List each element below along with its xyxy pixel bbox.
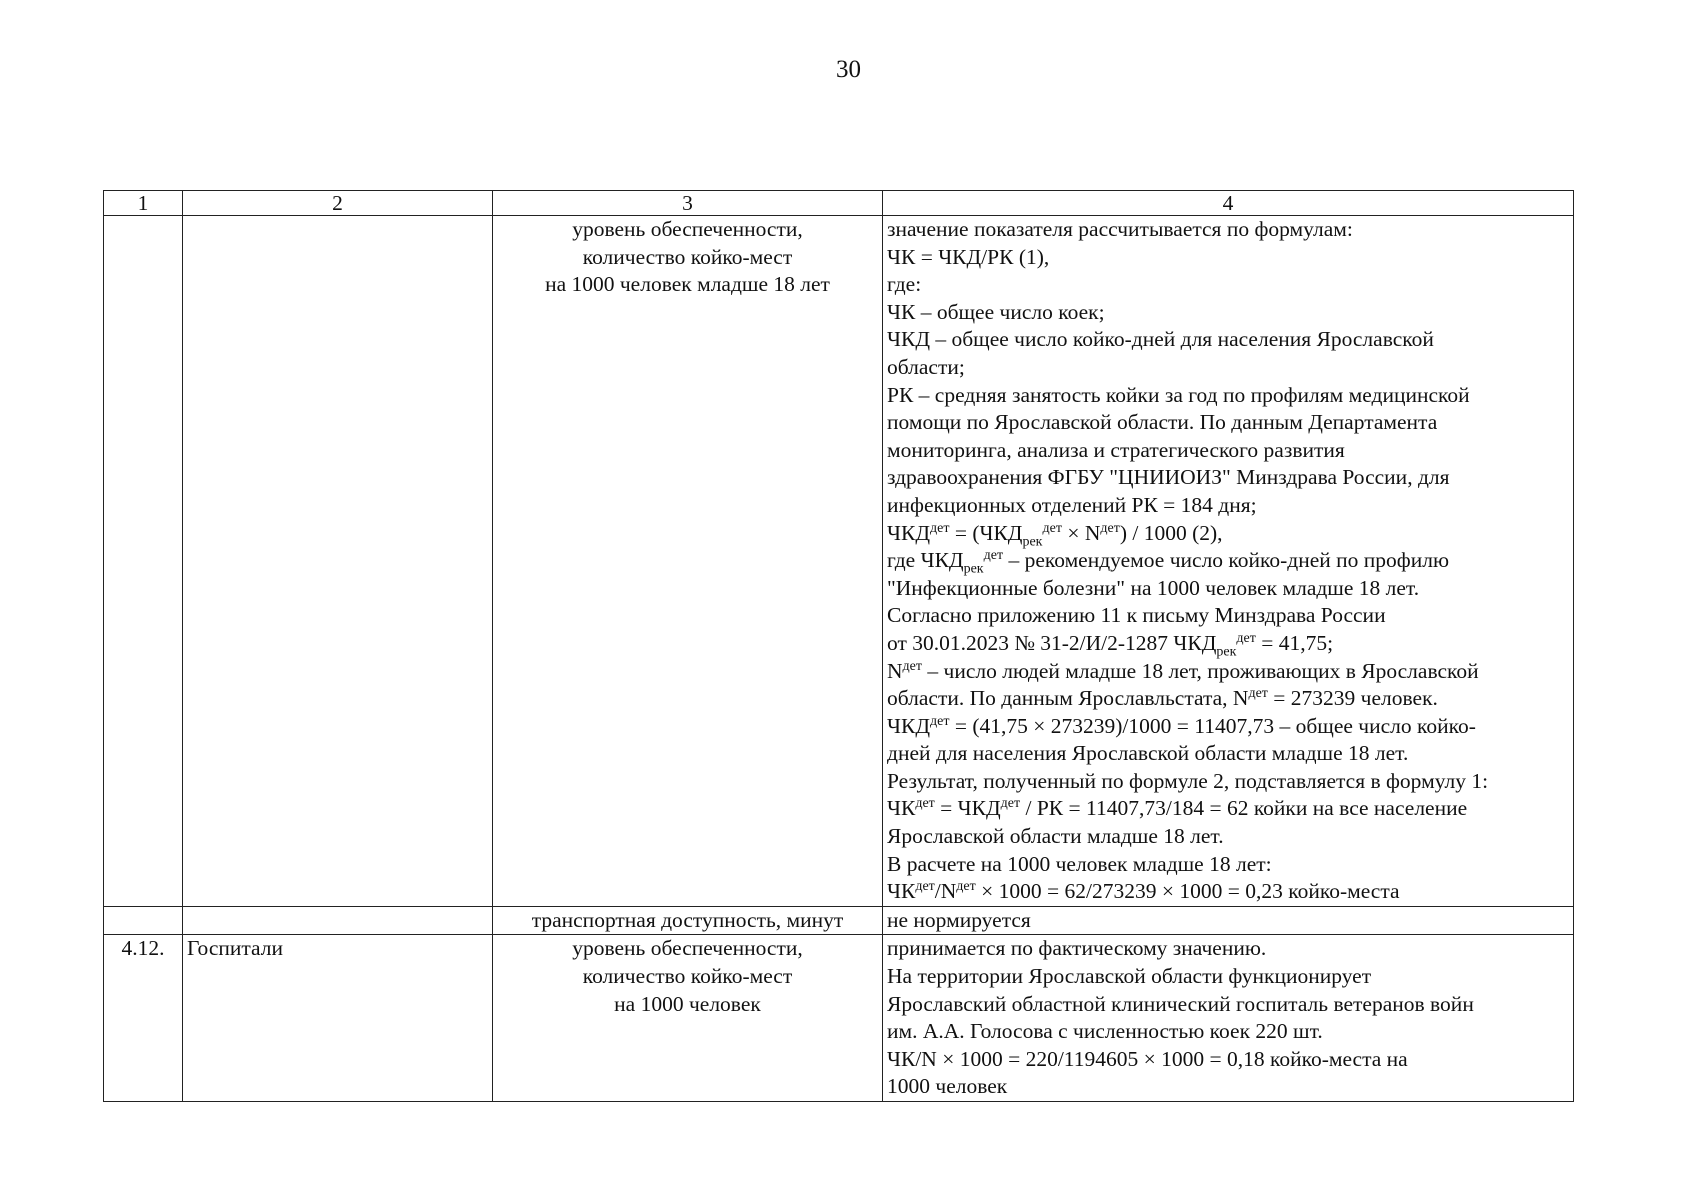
formula-line: ЧКД – общее число койко-дней для населения Ярославской	[887, 327, 1434, 352]
formula-line	[887, 658, 1569, 686]
row3-col3-line: количество койко-мест	[582, 964, 793, 989]
formula-line: здравоохранения ФГБУ "ЦНИИОИЗ" Минздрава России, для	[887, 465, 1450, 490]
formula-line: области;	[887, 354, 965, 379]
superscript: дет	[915, 879, 935, 895]
superscript: дет	[983, 547, 1004, 563]
formula-text: × 1000 = 62/273239 × 1000 = 0,23 койко-места	[975, 879, 1400, 904]
formula-line	[887, 713, 1569, 741]
table-header-row	[104, 191, 1574, 216]
superscript: дет	[915, 796, 935, 812]
row2-col4: не нормируется	[883, 906, 1574, 935]
subscript: рек	[1022, 533, 1043, 549]
superscript: дет	[902, 658, 922, 674]
row1-col3-line: уровень обеспеченности,	[572, 217, 803, 241]
formula-text: от 30.01.2023 № 31-2/И/2-1287 ЧКД	[887, 630, 1217, 655]
header-col-4: 4	[883, 191, 1574, 216]
formula-line	[887, 685, 1569, 713]
row3-col4-line: ЧК/N × 1000 = 220/1194605 × 1000 = 0,18 койко-места на	[887, 1046, 1408, 1071]
formula-text: ЧКД	[887, 520, 930, 545]
subscript: рек	[963, 561, 984, 577]
formula-line	[887, 630, 1569, 658]
formula-line: где:	[887, 272, 922, 297]
formula-line: РК – средняя занятость койки за год по профилям медицинской	[887, 382, 1470, 407]
norms-table	[103, 190, 1574, 1102]
formula-text: = (41,75 × 273239)/1000 = 11407,73 – общее число койко-	[949, 713, 1476, 738]
formula-line	[887, 547, 1569, 575]
formula-text: = 41,75;	[1255, 630, 1334, 655]
formula-line: значение показателя рассчитывается по формулам:	[887, 217, 1353, 241]
superscript: дет	[1236, 630, 1256, 646]
formula-text: N	[887, 658, 903, 683]
row1-col2	[183, 216, 493, 907]
formula-text: ) / 1000 (2),	[1119, 520, 1223, 545]
superscript: дет	[1042, 520, 1062, 536]
formula-text: – число людей младше 18 лет, проживающих в Ярославской	[922, 658, 1479, 683]
superscript: дет	[1000, 796, 1021, 812]
row3-col4-line: Ярославский областной клинический госпиталь ветеранов войн	[887, 991, 1474, 1016]
formula-line: помощи по Ярославской области. По данным Департамента	[887, 410, 1438, 435]
table-row	[104, 216, 1574, 907]
row2-col3: транспортная доступность, минут	[493, 906, 883, 935]
formula-text: – рекомендуемое число койко-дней по профилю	[1003, 548, 1450, 573]
table-row	[104, 935, 1574, 1102]
row1-col1	[104, 216, 183, 907]
formula-text: ЧКД	[887, 713, 930, 738]
row3-col4-line: им. А.А. Голосова с численностью коек 220 шт.	[887, 1019, 1323, 1044]
formula-line: Согласно приложению 11 к письму Минздрава России	[887, 603, 1386, 628]
superscript: дет	[1248, 685, 1268, 701]
formula-line: инфекционных отделений РК = 184 дня;	[887, 492, 1257, 517]
formula-text: / РК = 11407,73/184 = 62 койки на все население	[1020, 796, 1468, 821]
page-number: 30	[836, 56, 861, 83]
row3-col3-line: на 1000 человек	[614, 991, 761, 1016]
header-col-3: 3	[493, 191, 883, 216]
formula-text: × N	[1061, 520, 1101, 545]
superscript: дет	[956, 879, 976, 895]
formula-line	[887, 878, 1569, 906]
row3-col4	[883, 935, 1574, 1102]
formula-text: /N	[934, 879, 957, 904]
formula-line: ЧК – общее число коек;	[887, 299, 1105, 324]
formula-line: Ярославской области младше 18 лет.	[887, 824, 1224, 849]
header-col-1: 1	[104, 191, 183, 216]
formula-text: где ЧКД	[887, 548, 964, 573]
row2-col2	[183, 906, 493, 935]
formula-line: мониторинга, анализа и стратегического развития	[887, 437, 1345, 462]
table-row	[104, 906, 1574, 935]
row3-col3	[493, 935, 883, 1102]
formula-line: ЧК = ЧКД/РК (1),	[887, 244, 1050, 269]
superscript: дет	[929, 520, 950, 536]
header-col-2: 2	[183, 191, 493, 216]
formula-line: дней для населения Ярославской области младше 18 лет.	[887, 741, 1409, 766]
row1-col3	[493, 216, 883, 907]
formula-line	[887, 795, 1569, 823]
row2-col1	[104, 906, 183, 935]
row3-col3-line: уровень обеспеченности,	[572, 936, 803, 961]
subscript: рек	[1216, 644, 1237, 660]
formula-text: области. По данным Ярославльстата, N	[887, 686, 1249, 711]
formula-text: = 273239 человек.	[1267, 686, 1438, 711]
formula-text: ЧК	[887, 879, 916, 904]
formula-text: = ЧКД	[934, 796, 1001, 821]
formula-text: = (ЧКД	[949, 520, 1023, 545]
row3-col2-name: Госпитали	[183, 935, 493, 1102]
superscript: дет	[929, 713, 950, 729]
formula-line: "Инфекционные болезни" на 1000 человек младше 18 лет.	[887, 575, 1420, 600]
formula-text: ЧК	[887, 796, 916, 821]
row3-col4-line: принимается по фактическому значению.	[887, 936, 1267, 961]
row3-col4-line: 1000 человек	[887, 1074, 1008, 1099]
row3-col1-number: 4.12.	[104, 935, 183, 1102]
row1-col3-line: на 1000 человек младше 18 лет	[545, 272, 830, 297]
row3-col4-line: На территории Ярославской области функционирует	[887, 964, 1372, 989]
superscript: дет	[1100, 520, 1120, 536]
formula-line: Результат, полученный по формуле 2, подставляется в формулу 1:	[887, 768, 1489, 793]
formula-line	[887, 520, 1569, 548]
formula-line: В расчете на 1000 человек младше 18 лет:	[887, 851, 1272, 876]
row1-col3-line: количество койко-мест	[582, 244, 793, 269]
row1-col4-formulas	[883, 216, 1574, 907]
